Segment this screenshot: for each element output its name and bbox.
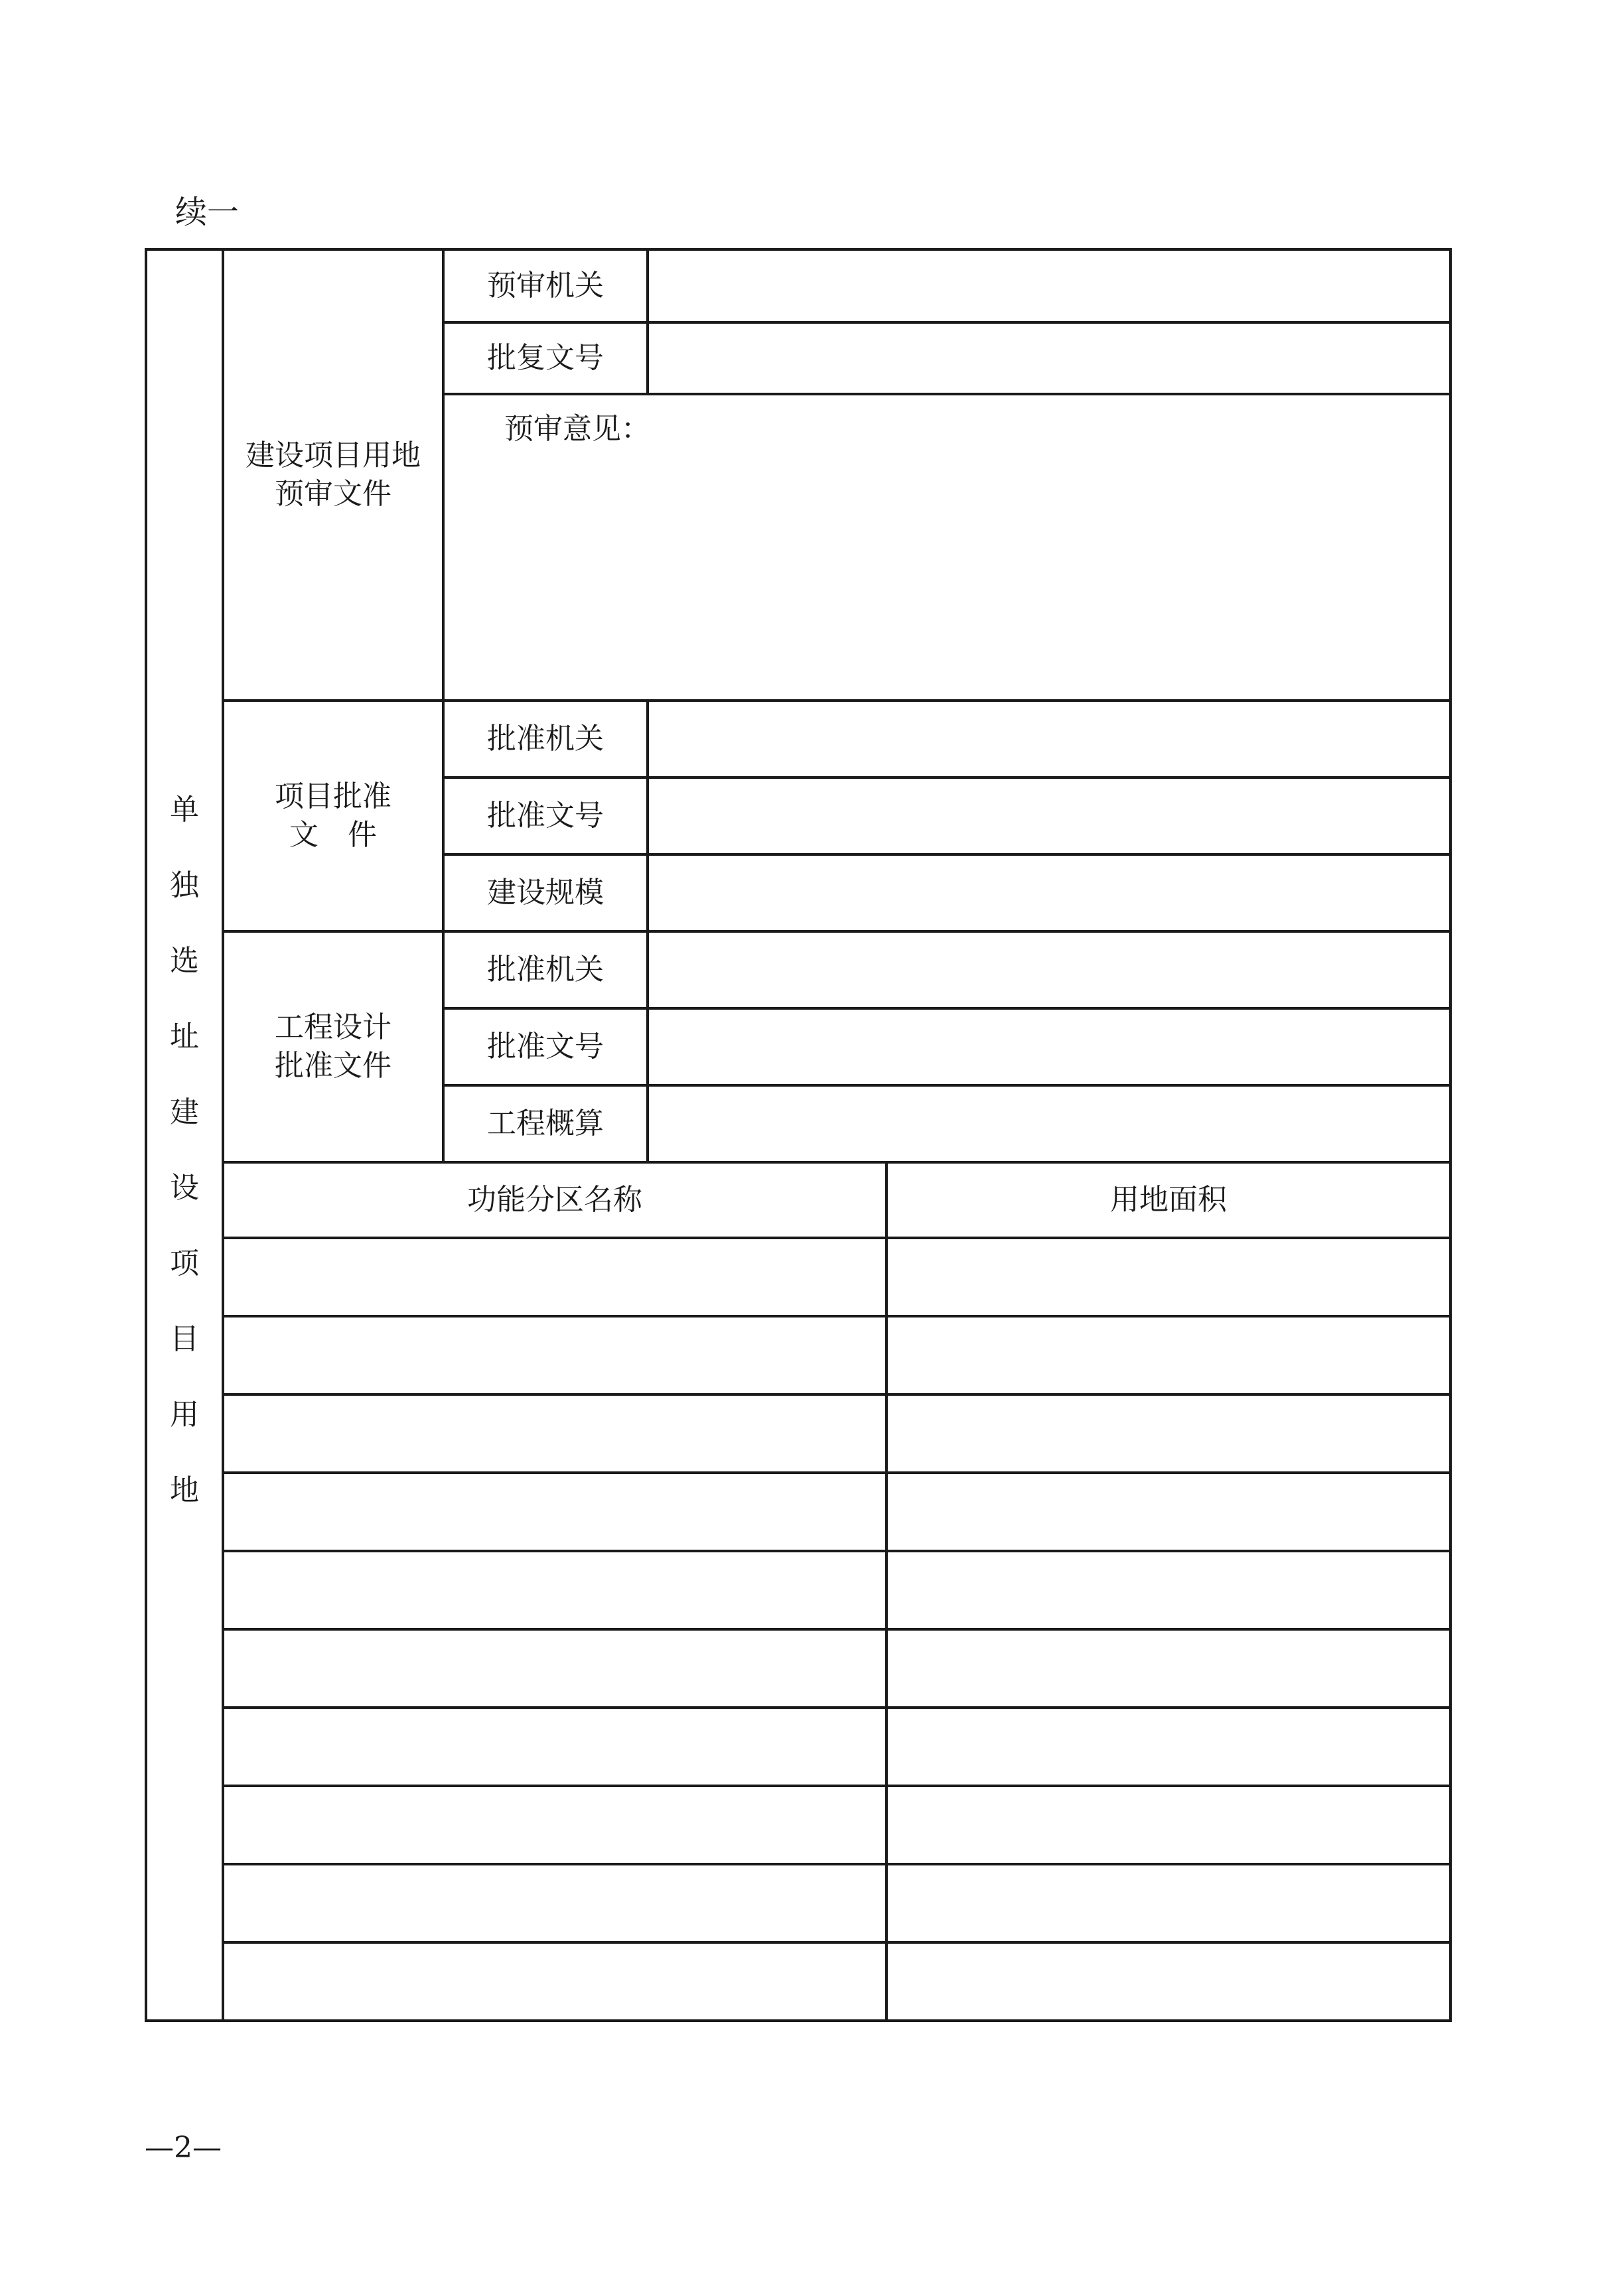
zone-name-field[interactable] (223, 1473, 886, 1551)
zone-name-field[interactable] (223, 1238, 886, 1316)
design-approval-heading (223, 931, 443, 1162)
pre-review-doc-number-label: 批复文号 (443, 322, 648, 394)
zone-area-field[interactable] (886, 1551, 1450, 1629)
section-title (146, 249, 223, 2021)
project-approval-heading (223, 701, 443, 931)
project-approval-authority-row (146, 701, 1450, 777)
zone-name-field[interactable] (223, 1394, 886, 1473)
section-title-char: 地 (170, 1473, 199, 1507)
continued-label: 续一 (175, 194, 240, 231)
design-approval-doc-number-label: 批准文号 (443, 1008, 648, 1085)
pre-review-authority-label: 预审机关 (443, 249, 648, 322)
pre-review-comment-label: 预审意见： (504, 412, 650, 446)
section-title-char: 项 (170, 1247, 199, 1280)
design-approval-heading-line2: 批准文件 (275, 1049, 391, 1083)
section-title-char: 选 (170, 944, 199, 978)
zone-name-field[interactable] (223, 1629, 886, 1708)
zone-area-field[interactable] (886, 1394, 1450, 1473)
project-approval-scale-field[interactable] (648, 854, 1450, 931)
section-title-char: 目 (170, 1322, 199, 1356)
zone-area-field[interactable] (886, 1473, 1450, 1551)
zone-row (146, 1708, 1450, 1786)
page-number: —2— (145, 2131, 222, 2165)
section-title-text (147, 772, 222, 1528)
design-approval-budget-label: 工程概算 (443, 1085, 648, 1162)
zone-row (146, 1786, 1450, 1864)
section-title-char: 设 (170, 1171, 199, 1205)
zone-name-field[interactable] (223, 1551, 886, 1629)
design-approval-authority-row (146, 931, 1450, 1008)
design-approval-heading-line1: 工程设计 (275, 1010, 391, 1044)
zone-row (146, 1473, 1450, 1551)
project-approval-authority-label: 批准机关 (443, 701, 648, 777)
zone-row (146, 1942, 1450, 2021)
zone-row (146, 1864, 1450, 1942)
zone-row (146, 1394, 1450, 1473)
zone-row (146, 1629, 1450, 1708)
zone-area-field[interactable] (886, 1864, 1450, 1942)
section-title-char: 建 (170, 1095, 199, 1129)
project-approval-scale-label: 建设规模 (443, 854, 648, 931)
zone-name-field[interactable] (223, 1942, 886, 2021)
zone-area-field[interactable] (886, 1708, 1450, 1786)
zone-area-field[interactable] (886, 1786, 1450, 1864)
pre-review-heading-line1: 建设项目用地 (246, 439, 421, 472)
project-approval-authority-field[interactable] (648, 701, 1450, 777)
zone-area-field[interactable] (886, 1629, 1450, 1708)
zone-name-header: 功能分区名称 (223, 1162, 886, 1238)
zone-area-field[interactable] (886, 1238, 1450, 1316)
pre-review-comment-field[interactable] (443, 394, 1450, 701)
zone-name-field[interactable] (223, 1864, 886, 1942)
pre-review-heading (223, 249, 443, 701)
project-approval-doc-number-field[interactable] (648, 777, 1450, 854)
project-approval-heading-line2: 文 件 (289, 818, 377, 852)
design-approval-doc-number-field[interactable] (648, 1008, 1450, 1085)
land-use-form-table (145, 248, 1452, 2022)
pre-review-authority-row (146, 249, 1450, 322)
pre-review-doc-number-field[interactable] (648, 322, 1450, 394)
zone-area-field[interactable] (886, 1942, 1450, 2021)
design-approval-authority-label: 批准机关 (443, 931, 648, 1008)
section-title-char: 址 (170, 1020, 199, 1053)
zone-row (146, 1551, 1450, 1629)
zone-name-field[interactable] (223, 1316, 886, 1394)
zone-name-field[interactable] (223, 1708, 886, 1786)
zones-header-row (146, 1162, 1450, 1238)
zone-name-field[interactable] (223, 1786, 886, 1864)
section-title-char: 用 (170, 1398, 199, 1432)
project-approval-heading-line1: 项目批准 (275, 779, 391, 813)
zone-row (146, 1316, 1450, 1394)
zone-area-field[interactable] (886, 1316, 1450, 1394)
pre-review-authority-field[interactable] (648, 249, 1450, 322)
section-title-char: 独 (170, 868, 199, 902)
pre-review-heading-line2: 预审文件 (275, 477, 391, 511)
project-approval-doc-number-label: 批准文号 (443, 777, 648, 854)
zone-area-header: 用地面积 (886, 1162, 1450, 1238)
design-approval-authority-field[interactable] (648, 931, 1450, 1008)
design-approval-budget-field[interactable] (648, 1085, 1450, 1162)
zone-row (146, 1238, 1450, 1316)
section-title-char: 单 (170, 793, 199, 827)
